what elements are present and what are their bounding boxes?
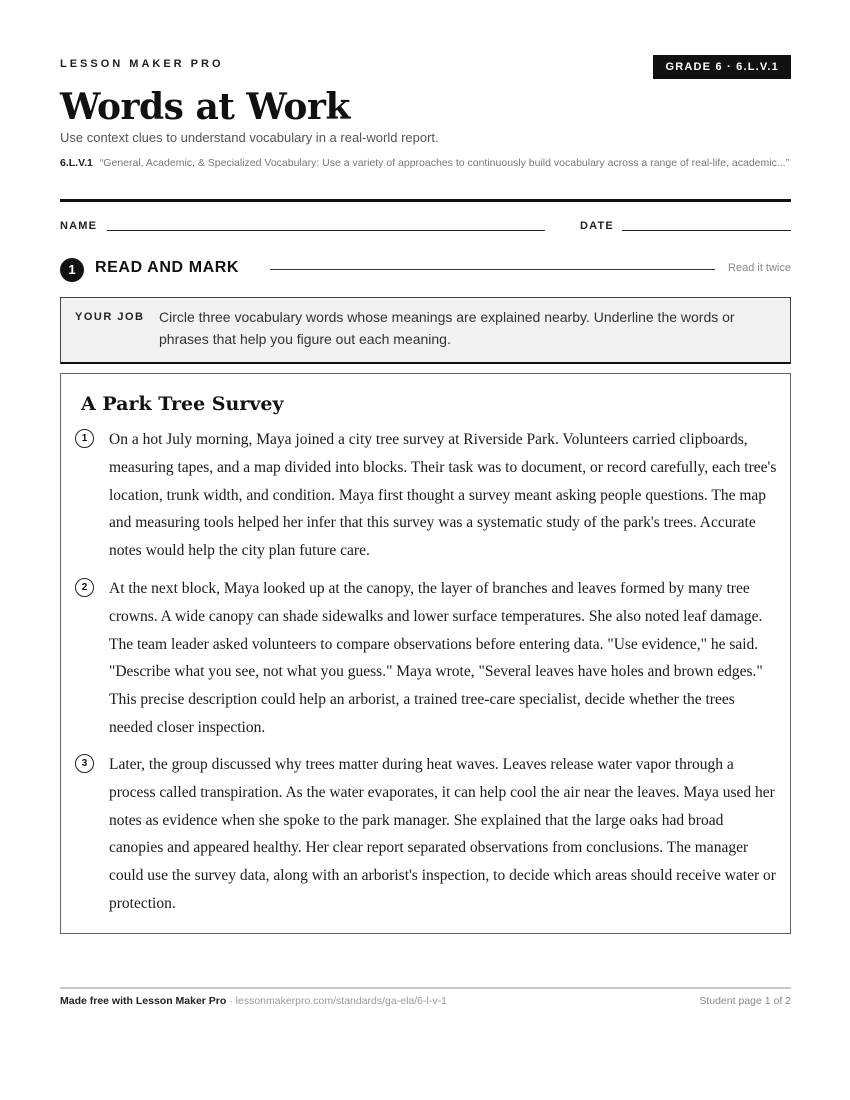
name-field[interactable] [107, 230, 545, 231]
footer-separator: · [226, 995, 236, 1007]
instructions-box [60, 297, 791, 364]
paragraph-number: 3 [75, 754, 94, 773]
paragraph-text: On a hot July morning, Maya joined a city tree survey at Riverside Park. Volunteers carried clipboards, measuring tapes, and a map divided into blocks. Their task was to document, or record carefully, each tree's location, trunk width, and condition. Maya first thought a survey meant asking people questions. The map and measuring tools helped her infer that this survey was a systematic study of the park's trees. Accurate notes would help the city plan future care. [109, 431, 777, 560]
name-label: NAME [60, 220, 98, 232]
brand-name: LESSON MAKER PRO [60, 58, 224, 70]
standard-text: “General, Academic, & Specialized Vocabulary: Use a variety of approaches to continuously build vocabulary across a range of real-life, academic...” [99, 157, 790, 169]
grade-badge: GRADE 6 · 6.L.V.1 [653, 55, 791, 79]
paragraph-number: 2 [75, 578, 94, 597]
instructions-label: YOUR JOB [75, 311, 145, 323]
instructions-text: Circle three vocabulary words whose meanings are explained nearby. Underline the words or phrases that help you figure out each meaning. [159, 309, 735, 347]
date-field[interactable] [622, 230, 791, 231]
worksheet-page [60, 0, 791, 1100]
footer-credit [60, 995, 447, 1007]
footer-url[interactable]: lessonmakerpro.com/standards/ga-ela/6-l-v-1 [235, 995, 447, 1007]
paragraph-text: At the next block, Maya looked up at the canopy, the layer of branches and leaves formed by many tree crowns. A wide canopy can shade sidewalks and lower surface temperatures. She also noted leaf damage. The team leader asked volunteers to compare observations before entering data. "Use evidence," he said. "Describe what you see, not what you guess." Maya wrote, "Several leaves have holes and brown edges." This precise description could help an arborist, a trained tree-care specialist, decide whether the trees needed closer inspection. [109, 580, 763, 736]
footer-divider [60, 987, 791, 989]
page-title: Words at Work [60, 86, 350, 128]
section-title: READ AND MARK [95, 259, 240, 276]
paragraph-number: 1 [75, 429, 94, 448]
standard-description [60, 155, 791, 172]
reading-passage [60, 373, 791, 934]
section-note: Read it twice [728, 262, 791, 274]
section-divider [270, 269, 715, 270]
header-divider [60, 199, 791, 202]
footer-brand: Made free with Lesson Maker Pro [60, 995, 227, 1007]
standard-code: 6.L.V.1 [60, 157, 93, 169]
page-subtitle: Use context clues to understand vocabulary in a real-world report. [60, 130, 439, 145]
page-indicator: Student page 1 of 2 [699, 995, 791, 1007]
section-number-badge: 1 [60, 258, 84, 282]
paragraph-text: Later, the group discussed why trees matter during heat waves. Leaves release water vapor through a process called transpiration. As the water evaporates, it can help cool the air near the leaves. Maya used her notes as evidence when she spoke to the park manager. She explained that the large oaks had broad canopies and appeared healthy. Her clear report separated observations from conclusions. The manager could use the survey data, along with an arborist's inspection, to decide which areas should receive water or protection. [109, 756, 776, 912]
date-label: DATE [580, 220, 614, 232]
passage-title: A Park Tree Survey [81, 393, 284, 415]
